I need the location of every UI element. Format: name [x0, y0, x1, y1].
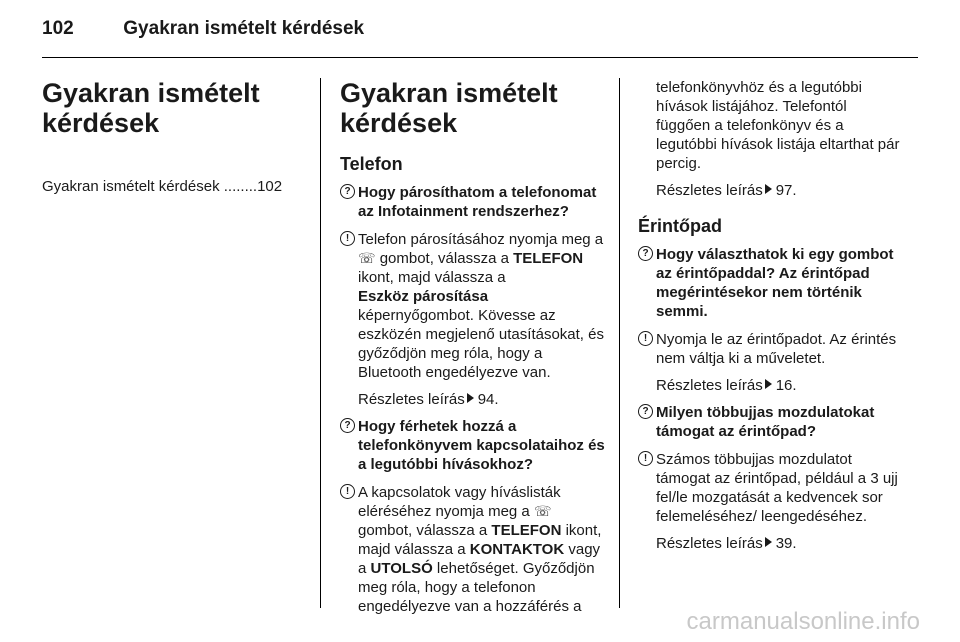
answer-text: Telefon párosításához nyomja meg a	[358, 231, 604, 248]
phone-icon: ☏	[358, 250, 376, 266]
section-title-telefon: Telefon	[340, 154, 403, 174]
reference-label: Részletes leírás	[358, 391, 465, 408]
answer-multitouch	[638, 450, 904, 526]
reference-page: 16.	[775, 377, 797, 394]
header-divider	[42, 57, 918, 58]
answer-continuation	[638, 78, 904, 173]
faq-heading: Gyakran ismételt kérdések	[340, 78, 558, 138]
page-header	[42, 18, 364, 40]
section-title-touchpad: Érintőpad	[638, 216, 722, 236]
answer-icon: !	[340, 231, 355, 246]
reference-label: Részletes leírás	[656, 377, 763, 394]
answer-text: ikont, majd válassza a	[358, 269, 506, 286]
answer-text: A kapcsolatok vagy híváslisták eléréséhez nyomja meg a	[358, 484, 561, 520]
answer-text: ikont, majd válassza a	[358, 522, 602, 558]
header-title: Gyakran ismételt kérdések	[123, 18, 365, 39]
question-touchpad-select	[638, 245, 904, 321]
page-ref-arrow-icon	[765, 537, 772, 547]
answer-pairing	[340, 230, 606, 382]
phone-icon: ☏	[533, 503, 552, 519]
answer-text: gombot, válassza a	[379, 250, 509, 267]
toc-heading: Gyakran ismételt kérdések	[42, 78, 260, 138]
faq-column-1	[340, 78, 606, 616]
button-name-telefon: TELEFON	[491, 522, 562, 539]
page-ref-arrow-icon	[467, 393, 474, 403]
button-name-telefon: TELEFON	[513, 250, 584, 267]
answer-text: Számos többujjas mozdulatot támogat az érintőpad, például a 3 ujj fel/le mozgatását a kedvencek sor felemeléséhez/ leengedéséhez.	[656, 451, 898, 525]
reference-page: 94.	[477, 391, 499, 408]
column-divider-2	[619, 78, 620, 608]
question-icon: ?	[340, 418, 355, 433]
question-multitouch	[638, 403, 904, 441]
toc-entry-page: 102	[257, 178, 283, 195]
toc-entry[interactable]	[42, 178, 307, 195]
question-text: Milyen többujjas mozdulatokat támogat az érintőpad?	[656, 404, 875, 440]
question-icon: ?	[340, 184, 355, 199]
toc-column	[42, 78, 307, 195]
answer-text: lehetőséget. Győződjön meg róla, hogy a telefonon engedélyezve van a hozzáférés a	[358, 560, 595, 615]
answer-text: vagy a	[358, 541, 601, 577]
answer-icon: !	[638, 331, 653, 346]
reference-phonebook[interactable]	[638, 181, 904, 200]
answer-text: Nyomja le az érintőpadot. Az érintés nem váltja ki a műveletet.	[656, 331, 897, 367]
toc-entry-label: Gyakran ismételt kérdések ........	[42, 178, 258, 195]
answer-text: telefonkönyvhöz és a legutóbbi hívások listájához. Telefontól függően a telefonkönyv és a legutóbbi hívások listája eltarthat pár percig.	[656, 79, 900, 172]
page-ref-arrow-icon	[765, 379, 772, 389]
question-pairing	[340, 183, 606, 221]
reference-page: 39.	[775, 535, 797, 552]
question-text: Hogy párosíthatom a telefonomat az Infotainment rendszerhez?	[358, 184, 597, 220]
answer-text: gombot, válassza a	[358, 522, 488, 539]
question-icon: ?	[638, 246, 653, 261]
watermark: carmanualsonline.info	[686, 608, 920, 635]
reference-pairing[interactable]	[340, 390, 606, 409]
question-text: Hogy választhatok ki egy gombot az érintőpaddal? Az érintőpad megérintésekor nem történik semmi.	[656, 246, 894, 320]
page-ref-arrow-icon	[765, 184, 772, 194]
page-number: 102	[42, 18, 74, 39]
button-name-recent: UTOLSÓ	[370, 560, 433, 577]
column-divider-1	[320, 78, 321, 608]
faq-column-2	[638, 78, 904, 553]
answer-text: képernyőgombot. Kövesse az eszközén megjelenő utasításokat, és győződjön meg róla, hogy a Bluetooth engedélyezve van.	[358, 307, 604, 381]
question-phonebook	[340, 417, 606, 474]
answer-icon: !	[638, 451, 653, 466]
button-name-device-pairing: Eszköz párosítása	[358, 288, 489, 305]
reference-label: Részletes leírás	[656, 535, 763, 552]
question-icon: ?	[638, 404, 653, 419]
answer-icon: !	[340, 484, 355, 499]
reference-label: Részletes leírás	[656, 182, 763, 199]
answer-touchpad-select	[638, 330, 904, 368]
button-name-contacts: KONTAKTOK	[469, 541, 565, 558]
reference-multitouch[interactable]	[638, 534, 904, 553]
question-text: Hogy férhetek hozzá a telefonkönyvem kapcsolataihoz és a legutóbbi hívásokhoz?	[358, 418, 605, 473]
reference-page: 97.	[775, 182, 797, 199]
answer-phonebook	[340, 483, 606, 616]
reference-touchpad-select[interactable]	[638, 376, 904, 395]
